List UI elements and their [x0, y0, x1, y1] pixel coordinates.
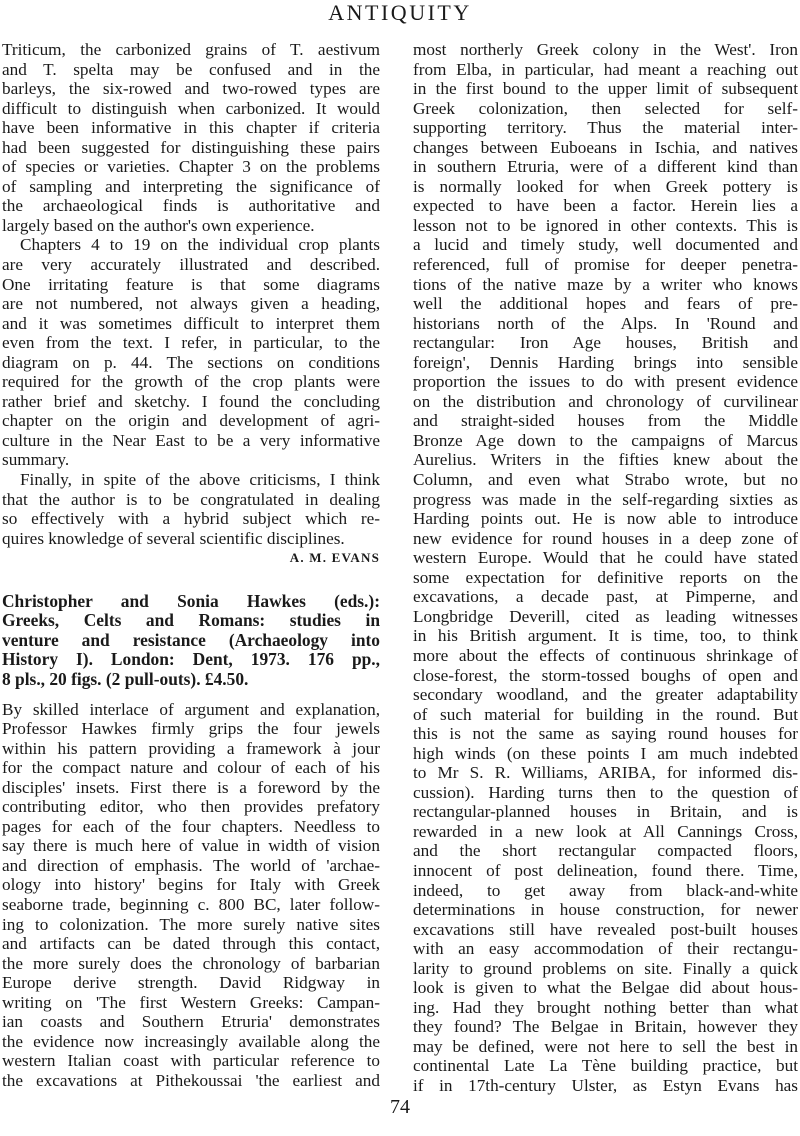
- text-line: within his pattern providing a framework à jour: [2, 738, 380, 758]
- text-line: Triticum, the carbonized grains of T. aestivum: [2, 40, 380, 59]
- page-number: 74: [390, 1096, 410, 1118]
- text-line: chapter on the origin and development of agri-: [2, 411, 380, 431]
- text-line: of such material for building in the round. But: [413, 704, 798, 724]
- text-line: if in 17th-century Ulster, as Estyn Evans has: [413, 1075, 798, 1095]
- text-line: ing. Had they brought nothing better than what: [413, 997, 798, 1017]
- text-line: difficult to distinguish when carbonized. It would: [2, 98, 380, 118]
- text-line: ian coasts and Southern Etruria' demonstrates: [2, 1012, 380, 1032]
- text-line: larity to ground problems on site. Finally a quick: [413, 958, 798, 978]
- text-line: the excavations at Pithekoussai 'the earliest and: [2, 1070, 380, 1090]
- text-line: History I). London: Dent, 1973. 176 pp.,: [2, 649, 380, 670]
- text-line: quires knowledge of several scientific disciplines.: [2, 528, 345, 548]
- text-line: are very accurately illustrated and described.: [2, 255, 380, 275]
- text-line: high winds (on these points I am much indebted: [413, 743, 798, 763]
- text-line: Bronze Age down to the campaigns of Marcus: [413, 430, 798, 450]
- text-line: and it was sometimes difficult to interpret them: [2, 313, 380, 333]
- text-line: in southern Etruria, were of a different kind than: [413, 157, 798, 177]
- text-line: Longbridge Deverill, cited as leading witnesses: [413, 606, 798, 626]
- text-line: more about the effects of continuous shrinkage of: [413, 645, 798, 665]
- text-line: ing to colonization. The more surely native sites: [2, 914, 380, 934]
- text-line: western Europe. Would that he could have stated: [413, 548, 798, 568]
- text-line: from Elba, in particular, had meant a reaching out: [413, 59, 798, 79]
- text-line: they found? The Belgae in Britain, however they: [413, 1017, 798, 1037]
- text-line: pages for each of the four chapters. Needless to: [2, 816, 380, 836]
- text-line: close-forest, the storm-tossed boughs of open and: [413, 665, 798, 685]
- text-line: barleys, the six-rowed and two-rowed types are: [2, 79, 380, 99]
- text-line: 8 pls., 20 figs. (2 pull-outs). £4.50.: [2, 668, 249, 689]
- text-line: and artifacts can be dated through this contact,: [2, 934, 380, 954]
- text-line: and the short rectangular compacted floors,: [413, 841, 798, 861]
- text-line: One irritating feature is that some diagrams: [2, 274, 380, 294]
- text-line: Christopher and Sonia Hawkes (eds.):: [2, 590, 380, 611]
- text-line: with an easy accommodation of their rectangu-: [413, 939, 798, 959]
- text-line: western Italian coast with particular reference to: [2, 1051, 380, 1071]
- text-line: progress was made in the self-regarding sixties as: [413, 489, 798, 509]
- text-line: say there is much here of value in width of vision: [2, 836, 380, 856]
- text-line: the archaeological finds is authoritative and: [2, 196, 380, 216]
- text-line: excavations still have revealed post-built houses: [413, 919, 798, 939]
- text-line: historians north of the Alps. In 'Round and: [413, 313, 798, 333]
- text-line: are not numbered, not always given a heading,: [2, 294, 380, 314]
- text-line: foreign', Dennis Harding brings into sensible: [413, 352, 798, 372]
- text-line: By skilled interlace of argument and explanation,: [2, 699, 380, 719]
- text-line: Greeks, Celts and Romans: studies in: [2, 610, 380, 631]
- text-line: rewarded in a new look at All Cannings Cross,: [413, 821, 798, 841]
- text-line: summary.: [2, 450, 70, 470]
- text-line: Aurelius. Writers in the fifties knew about the: [413, 450, 798, 470]
- text-line: had been suggested for distinguishing these pairs: [2, 137, 380, 157]
- text-line: in his British argument. It is time, too, to think: [413, 626, 798, 646]
- text-line: look is given to what the Belgae did about hous-: [413, 978, 798, 998]
- text-line: writing on 'The first Western Greeks: Campan-: [2, 992, 380, 1012]
- text-line: and T. spelta may be confused and in the: [2, 59, 380, 79]
- text-line: is normally looked for when Greek pottery is: [413, 176, 798, 196]
- text-line: supporting territory. Thus the material inter-: [413, 118, 798, 138]
- text-line: secondary woodland, and the greater adaptability: [413, 685, 798, 705]
- text-line: and direction of emphasis. The world of 'archae-: [2, 855, 380, 875]
- text-line: Professor Hawkes firmly grips the four jewels: [2, 719, 380, 739]
- text-line: venture and resistance (Archaeology into: [2, 629, 380, 650]
- text-line: continental Late La Tène building practice, but: [413, 1056, 798, 1076]
- right-column: [413, 40, 798, 1096]
- text-line: seaborne trade, beginning c. 800 BC, later follow-: [2, 894, 380, 914]
- text-line: Europe derive strength. David Ridgway in: [2, 973, 380, 993]
- text-line: contributing editor, who then provides prefatory: [2, 797, 380, 817]
- text-line: most northerly Greek colony in the West'. Iron: [413, 40, 798, 59]
- text-line: Harding points out. He is now able to introduce: [413, 509, 798, 529]
- text-line: diagram on p. 44. The sections on conditions: [2, 352, 380, 372]
- review1-paragraph-2: [2, 235, 380, 470]
- text-line: and straight-sided houses from the Middle: [413, 411, 798, 431]
- review2-body: [2, 700, 380, 1091]
- running-head: ANTIQUITY: [328, 0, 472, 25]
- text-line: so effectively with a hybrid subject which re-: [2, 509, 380, 529]
- text-line: a lucid and timely study, well documented and: [413, 235, 798, 255]
- text-line: expected to have been a factor. Herein lies a: [413, 196, 798, 216]
- text-line: innocent of post delineation, found there. Time,: [413, 860, 798, 880]
- text-line: for the compact nature and colour of each of his: [2, 758, 380, 778]
- text-line: of species or varieties. Chapter 3 on the problems: [2, 157, 380, 177]
- text-line: Greek colonization, then selected for self-: [413, 98, 798, 118]
- text-line: excavations, a decade past, at Pimperne, and: [413, 587, 798, 607]
- text-line: Column, and even what Strabo wrote, but no: [413, 470, 798, 490]
- text-line: changes between Euboeans in Ischia, and natives: [413, 137, 798, 157]
- review1-continuation: [2, 40, 380, 235]
- review2-body-continued: [413, 40, 798, 1096]
- review2-heading: [2, 592, 380, 690]
- text-line: that the author is to be congratulated in dealing: [2, 489, 380, 509]
- review1-paragraph-3: [2, 470, 380, 548]
- text-line: the evidence now increasingly available along the: [2, 1031, 380, 1051]
- text-line: determinations in house construction, for newer: [413, 900, 798, 920]
- section-spacer: [2, 568, 380, 592]
- text-line: rectangular: Iron Age houses, British and: [413, 333, 798, 353]
- reviewer-signature: A. M. EVANS: [289, 550, 380, 566]
- text-line: have been informative in this chapter if criteria: [2, 118, 380, 138]
- text-line: indeed, to get away from black-and-white: [413, 880, 798, 900]
- text-line: of sampling and interpreting the significance of: [2, 176, 380, 196]
- text-line: well the additional hopes and fears of pre-: [413, 294, 798, 314]
- text-line: culture in the Near East to be a very informative: [2, 430, 380, 450]
- text-line: Finally, in spite of the above criticisms, I think: [20, 470, 380, 490]
- text-line: rectangular-planned houses in Britain, and is: [413, 802, 798, 822]
- text-line: may be defined, were not here to sell the best in: [413, 1036, 798, 1056]
- text-line: the more surely does the chronology of barbarian: [2, 953, 380, 973]
- text-line: in the first bound to the upper limit of subsequent: [413, 79, 798, 99]
- text-line: this is not the same as saying round houses for: [413, 724, 798, 744]
- text-line: tions of the native maze by a writer who knows: [413, 274, 798, 294]
- text-line: referenced, full of promise for deeper penetra-: [413, 255, 798, 275]
- text-line: ology into history' begins for Italy with Greek: [2, 875, 380, 895]
- text-line: rather brief and sketchy. I found the concluding: [2, 391, 380, 411]
- text-line: largely based on the author's own experience.: [2, 215, 315, 235]
- text-line: on the distribution and chronology of curvilinear: [413, 391, 798, 411]
- text-line: disciples' insets. First there is a foreword by the: [2, 777, 380, 797]
- text-line: cussion). Harding turns then to the question of: [413, 782, 798, 802]
- text-line: new evidence for round houses in a deep zone of: [413, 528, 798, 548]
- text-line: some expectation for definitive reports on the: [413, 567, 798, 587]
- text-line: proportion the issues to do with present evidence: [413, 372, 798, 392]
- text-line: lesson not to be ignored in other contexts. This is: [413, 215, 798, 235]
- text-line: required for the growth of the crop plants were: [2, 372, 380, 392]
- left-column: [2, 40, 380, 1090]
- heading-spacer: [2, 690, 380, 700]
- text-line: even from the text. I refer, in particular, to the: [2, 333, 380, 353]
- text-line: Chapters 4 to 19 on the individual crop plants: [20, 235, 380, 255]
- text-line: to Mr S. R. Williams, ARIBA, for informed dis-: [413, 763, 798, 783]
